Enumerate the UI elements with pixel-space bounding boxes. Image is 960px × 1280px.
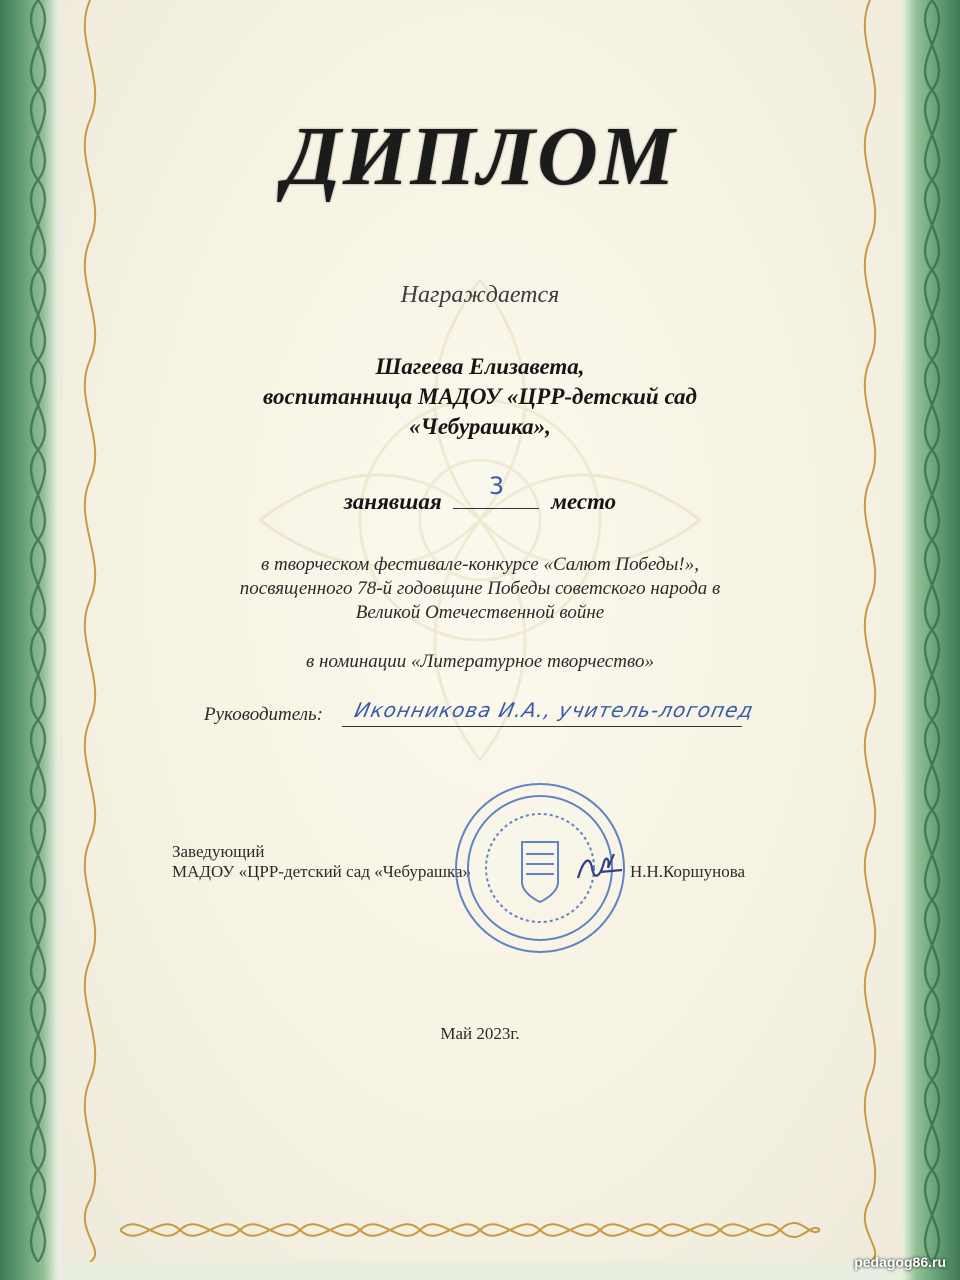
site-watermark: pedagog86.ru: [854, 1254, 946, 1270]
head-organization: МАДОУ «ЦРР-детский сад «Чебурашка»: [172, 862, 472, 881]
event-line-3: Великой Отечественной войне: [355, 602, 605, 623]
awarded-label: Награждается: [400, 282, 560, 308]
signature-mark: [570, 848, 630, 888]
nomination: в номинации «Литературное творчество»: [306, 651, 654, 672]
head-title: Заведующий: [172, 842, 265, 861]
bottom-gold-ornament: [120, 1208, 820, 1252]
place-value: 3: [488, 472, 505, 500]
leader-handwritten-value: Иконникова И.А., учитель-логопед: [352, 698, 757, 722]
event-description: [0, 553, 960, 625]
place-prefix: занявшая: [343, 489, 442, 514]
head-name: Н.Н.Коршунова: [630, 862, 746, 881]
event-line-1: в творческом фестивале-конкурсе «Салют Победы!»,: [261, 554, 699, 575]
recipient-block: [0, 352, 960, 442]
recipient-org-name: «Чебурашка»,: [409, 414, 551, 439]
place-blank: [453, 472, 539, 509]
recipient-org-line: воспитанница МАДОУ «ЦРР-детский сад: [263, 384, 697, 409]
leader-label: Руководитель:: [204, 704, 324, 725]
leader-underline: [342, 726, 742, 727]
issue-date: Май 2023г.: [440, 1024, 520, 1043]
diploma-title: ДИПЛОМ: [283, 110, 677, 203]
recipient-name: Шагеева Елизавета,: [375, 354, 585, 379]
event-line-2: посвященного 78-й годовщине Победы советского народа в: [239, 578, 721, 599]
place-line: [0, 472, 960, 515]
head-block: [172, 842, 471, 882]
place-suffix: место: [551, 489, 617, 514]
